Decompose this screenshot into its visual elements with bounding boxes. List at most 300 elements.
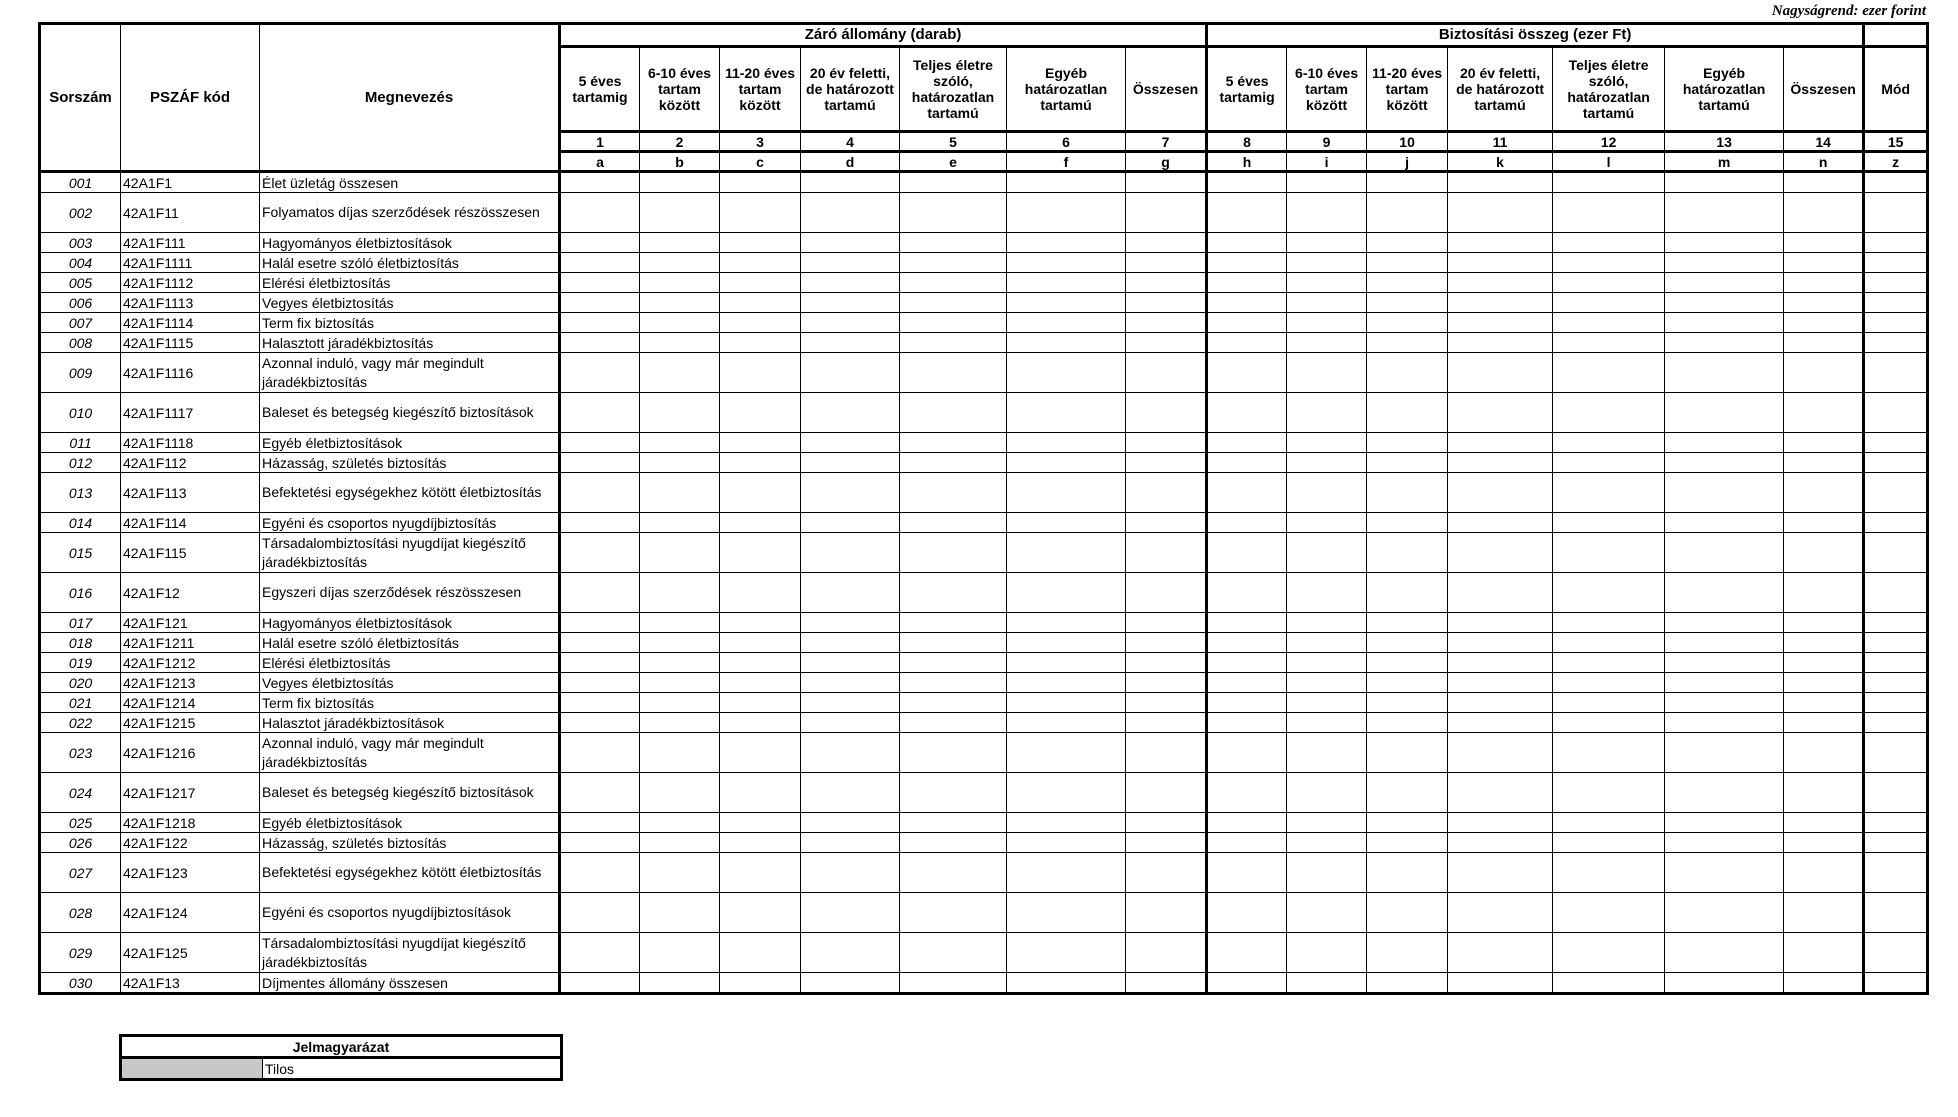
data-cell[interactable] — [1864, 933, 1928, 973]
data-cell[interactable] — [1784, 653, 1864, 673]
data-cell[interactable] — [560, 253, 640, 273]
data-cell[interactable] — [560, 273, 640, 293]
data-cell[interactable] — [801, 653, 900, 673]
data-cell[interactable] — [720, 273, 801, 293]
data-cell[interactable] — [560, 573, 640, 613]
data-cell[interactable] — [1287, 673, 1367, 693]
data-cell[interactable] — [900, 233, 1007, 253]
data-cell[interactable] — [560, 333, 640, 353]
data-cell[interactable] — [900, 253, 1007, 273]
data-cell[interactable] — [801, 853, 900, 893]
data-cell[interactable] — [640, 893, 720, 933]
data-cell[interactable] — [1784, 773, 1864, 813]
data-cell[interactable] — [1665, 713, 1784, 733]
data-cell[interactable] — [1287, 433, 1367, 453]
data-cell[interactable] — [560, 733, 640, 773]
data-cell[interactable] — [1448, 473, 1553, 513]
data-cell[interactable] — [1287, 233, 1367, 253]
data-cell[interactable] — [640, 613, 720, 633]
data-cell[interactable] — [1207, 633, 1287, 653]
data-cell[interactable] — [1784, 613, 1864, 633]
data-cell[interactable] — [1864, 273, 1928, 293]
data-cell[interactable] — [1665, 613, 1784, 633]
data-cell[interactable] — [1864, 513, 1928, 533]
data-cell[interactable] — [900, 172, 1007, 193]
data-cell[interactable] — [801, 293, 900, 313]
data-cell[interactable] — [1126, 533, 1207, 573]
data-cell[interactable] — [1784, 333, 1864, 353]
data-cell[interactable] — [1665, 253, 1784, 273]
data-cell[interactable] — [720, 172, 801, 193]
data-cell[interactable] — [1287, 393, 1367, 433]
data-cell[interactable] — [1367, 733, 1448, 773]
data-cell[interactable] — [801, 172, 900, 193]
data-cell[interactable] — [1287, 293, 1367, 313]
data-cell[interactable] — [1553, 773, 1665, 813]
data-cell[interactable] — [1126, 353, 1207, 393]
data-cell[interactable] — [1665, 193, 1784, 233]
data-cell[interactable] — [1553, 453, 1665, 473]
data-cell[interactable] — [900, 453, 1007, 473]
data-cell[interactable] — [1126, 273, 1207, 293]
data-cell[interactable] — [1207, 673, 1287, 693]
data-cell[interactable] — [1864, 313, 1928, 333]
data-cell[interactable] — [1864, 693, 1928, 713]
data-cell[interactable] — [720, 533, 801, 573]
data-cell[interactable] — [560, 313, 640, 333]
data-cell[interactable] — [1784, 733, 1864, 773]
data-cell[interactable] — [1665, 333, 1784, 353]
data-cell[interactable] — [1864, 293, 1928, 313]
data-cell[interactable] — [1007, 813, 1126, 833]
data-cell[interactable] — [1553, 853, 1665, 893]
data-cell[interactable] — [900, 833, 1007, 853]
data-cell[interactable] — [640, 233, 720, 253]
data-cell[interactable] — [900, 693, 1007, 713]
data-cell[interactable] — [1207, 473, 1287, 513]
data-cell[interactable] — [1367, 253, 1448, 273]
data-cell[interactable] — [1448, 393, 1553, 433]
data-cell[interactable] — [1553, 193, 1665, 233]
data-cell[interactable] — [1126, 733, 1207, 773]
data-cell[interactable] — [900, 713, 1007, 733]
data-cell[interactable] — [1864, 633, 1928, 653]
data-cell[interactable] — [560, 893, 640, 933]
data-cell[interactable] — [1367, 433, 1448, 453]
data-cell[interactable] — [560, 653, 640, 673]
data-cell[interactable] — [1448, 293, 1553, 313]
data-cell[interactable] — [640, 193, 720, 233]
data-cell[interactable] — [1126, 473, 1207, 513]
data-cell[interactable] — [1287, 813, 1367, 833]
data-cell[interactable] — [1007, 513, 1126, 533]
data-cell[interactable] — [1864, 172, 1928, 193]
data-cell[interactable] — [1367, 273, 1448, 293]
data-cell[interactable] — [1207, 353, 1287, 393]
data-cell[interactable] — [560, 293, 640, 313]
data-cell[interactable] — [560, 233, 640, 253]
data-cell[interactable] — [1007, 353, 1126, 393]
data-cell[interactable] — [1665, 733, 1784, 773]
data-cell[interactable] — [1126, 813, 1207, 833]
data-cell[interactable] — [1553, 333, 1665, 353]
data-cell[interactable] — [1864, 773, 1928, 813]
data-cell[interactable] — [1448, 973, 1553, 994]
data-cell[interactable] — [1864, 573, 1928, 613]
data-cell[interactable] — [640, 633, 720, 653]
data-cell[interactable] — [1784, 633, 1864, 653]
data-cell[interactable] — [640, 353, 720, 393]
data-cell[interactable] — [640, 833, 720, 853]
data-cell[interactable] — [1007, 313, 1126, 333]
data-cell[interactable] — [1287, 973, 1367, 994]
data-cell[interactable] — [720, 233, 801, 253]
data-cell[interactable] — [1207, 773, 1287, 813]
data-cell[interactable] — [1665, 693, 1784, 713]
data-cell[interactable] — [1367, 473, 1448, 513]
data-cell[interactable] — [1784, 273, 1864, 293]
data-cell[interactable] — [1207, 573, 1287, 613]
data-cell[interactable] — [1864, 833, 1928, 853]
data-cell[interactable] — [1448, 172, 1553, 193]
data-cell[interactable] — [900, 273, 1007, 293]
data-cell[interactable] — [1007, 193, 1126, 233]
data-cell[interactable] — [1126, 613, 1207, 633]
data-cell[interactable] — [640, 973, 720, 994]
data-cell[interactable] — [1207, 533, 1287, 573]
data-cell[interactable] — [1784, 233, 1864, 253]
data-cell[interactable] — [1448, 693, 1553, 713]
data-cell[interactable] — [1207, 813, 1287, 833]
data-cell[interactable] — [1287, 513, 1367, 533]
data-cell[interactable] — [1448, 893, 1553, 933]
data-cell[interactable] — [1864, 613, 1928, 633]
data-cell[interactable] — [801, 473, 900, 513]
data-cell[interactable] — [900, 433, 1007, 453]
data-cell[interactable] — [1448, 933, 1553, 973]
data-cell[interactable] — [640, 253, 720, 273]
data-cell[interactable] — [1367, 713, 1448, 733]
data-cell[interactable] — [1553, 393, 1665, 433]
data-cell[interactable] — [1287, 273, 1367, 293]
data-cell[interactable] — [801, 833, 900, 853]
data-cell[interactable] — [1207, 933, 1287, 973]
data-cell[interactable] — [640, 513, 720, 533]
data-cell[interactable] — [1207, 333, 1287, 353]
data-cell[interactable] — [1007, 172, 1126, 193]
data-cell[interactable] — [1553, 253, 1665, 273]
data-cell[interactable] — [1665, 433, 1784, 453]
data-cell[interactable] — [1665, 172, 1784, 193]
data-cell[interactable] — [1665, 933, 1784, 973]
data-cell[interactable] — [1448, 433, 1553, 453]
data-cell[interactable] — [801, 313, 900, 333]
data-cell[interactable] — [1007, 853, 1126, 893]
data-cell[interactable] — [640, 433, 720, 453]
data-cell[interactable] — [900, 813, 1007, 833]
data-cell[interactable] — [801, 613, 900, 633]
data-cell[interactable] — [640, 293, 720, 313]
data-cell[interactable] — [1287, 473, 1367, 513]
data-cell[interactable] — [1126, 973, 1207, 994]
data-cell[interactable] — [1784, 393, 1864, 433]
data-cell[interactable] — [1784, 853, 1864, 893]
data-cell[interactable] — [1784, 513, 1864, 533]
data-cell[interactable] — [1665, 853, 1784, 893]
data-cell[interactable] — [1864, 733, 1928, 773]
data-cell[interactable] — [801, 353, 900, 393]
data-cell[interactable] — [801, 693, 900, 713]
data-cell[interactable] — [900, 773, 1007, 813]
data-cell[interactable] — [1784, 693, 1864, 713]
data-cell[interactable] — [720, 333, 801, 353]
data-cell[interactable] — [1367, 293, 1448, 313]
data-cell[interactable] — [1665, 813, 1784, 833]
data-cell[interactable] — [1448, 733, 1553, 773]
data-cell[interactable] — [1553, 673, 1665, 693]
data-cell[interactable] — [900, 313, 1007, 333]
data-cell[interactable] — [1007, 233, 1126, 253]
data-cell[interactable] — [1207, 172, 1287, 193]
data-cell[interactable] — [1784, 172, 1864, 193]
data-cell[interactable] — [1553, 293, 1665, 313]
data-cell[interactable] — [1007, 533, 1126, 573]
data-cell[interactable] — [1448, 273, 1553, 293]
data-cell[interactable] — [1864, 253, 1928, 273]
data-cell[interactable] — [1367, 813, 1448, 833]
data-cell[interactable] — [900, 973, 1007, 994]
data-cell[interactable] — [1553, 273, 1665, 293]
data-cell[interactable] — [1864, 473, 1928, 513]
data-cell[interactable] — [1784, 473, 1864, 513]
data-cell[interactable] — [900, 393, 1007, 433]
data-cell[interactable] — [1665, 293, 1784, 313]
data-cell[interactable] — [720, 393, 801, 433]
data-cell[interactable] — [1007, 633, 1126, 653]
data-cell[interactable] — [1007, 713, 1126, 733]
data-cell[interactable] — [1367, 513, 1448, 533]
data-cell[interactable] — [1448, 333, 1553, 353]
data-cell[interactable] — [1126, 833, 1207, 853]
data-cell[interactable] — [1553, 233, 1665, 253]
data-cell[interactable] — [1126, 673, 1207, 693]
data-cell[interactable] — [640, 333, 720, 353]
data-cell[interactable] — [1126, 513, 1207, 533]
data-cell[interactable] — [1207, 393, 1287, 433]
data-cell[interactable] — [1553, 813, 1665, 833]
data-cell[interactable] — [1126, 853, 1207, 893]
data-cell[interactable] — [560, 673, 640, 693]
data-cell[interactable] — [801, 813, 900, 833]
data-cell[interactable] — [1287, 933, 1367, 973]
data-cell[interactable] — [1207, 513, 1287, 533]
data-cell[interactable] — [1287, 313, 1367, 333]
data-cell[interactable] — [1207, 893, 1287, 933]
data-cell[interactable] — [720, 513, 801, 533]
data-cell[interactable] — [1007, 693, 1126, 713]
data-cell[interactable] — [1367, 193, 1448, 233]
data-cell[interactable] — [560, 933, 640, 973]
data-cell[interactable] — [1665, 673, 1784, 693]
data-cell[interactable] — [720, 813, 801, 833]
data-cell[interactable] — [720, 733, 801, 773]
data-cell[interactable] — [1007, 773, 1126, 813]
data-cell[interactable] — [1007, 573, 1126, 613]
data-cell[interactable] — [1367, 333, 1448, 353]
data-cell[interactable] — [1864, 193, 1928, 233]
data-cell[interactable] — [1553, 433, 1665, 453]
data-cell[interactable] — [1207, 833, 1287, 853]
data-cell[interactable] — [640, 773, 720, 813]
data-cell[interactable] — [720, 893, 801, 933]
data-cell[interactable] — [640, 673, 720, 693]
data-cell[interactable] — [801, 453, 900, 473]
data-cell[interactable] — [1287, 733, 1367, 773]
data-cell[interactable] — [1784, 293, 1864, 313]
data-cell[interactable] — [720, 833, 801, 853]
data-cell[interactable] — [900, 333, 1007, 353]
data-cell[interactable] — [720, 573, 801, 613]
data-cell[interactable] — [1553, 473, 1665, 513]
data-cell[interactable] — [900, 573, 1007, 613]
data-cell[interactable] — [1553, 653, 1665, 673]
data-cell[interactable] — [1367, 693, 1448, 713]
data-cell[interactable] — [1864, 813, 1928, 833]
data-cell[interactable] — [720, 973, 801, 994]
data-cell[interactable] — [900, 513, 1007, 533]
data-cell[interactable] — [1126, 653, 1207, 673]
data-cell[interactable] — [1007, 333, 1126, 353]
data-cell[interactable] — [640, 653, 720, 673]
data-cell[interactable] — [1367, 633, 1448, 653]
data-cell[interactable] — [1207, 733, 1287, 773]
data-cell[interactable] — [720, 613, 801, 633]
data-cell[interactable] — [1553, 353, 1665, 393]
data-cell[interactable] — [801, 893, 900, 933]
data-cell[interactable] — [1007, 613, 1126, 633]
data-cell[interactable] — [900, 733, 1007, 773]
data-cell[interactable] — [640, 573, 720, 613]
data-cell[interactable] — [1784, 533, 1864, 573]
data-cell[interactable] — [1367, 673, 1448, 693]
data-cell[interactable] — [1665, 893, 1784, 933]
data-cell[interactable] — [1665, 273, 1784, 293]
data-cell[interactable] — [1287, 833, 1367, 853]
data-cell[interactable] — [1287, 653, 1367, 673]
data-cell[interactable] — [801, 573, 900, 613]
data-cell[interactable] — [1126, 433, 1207, 453]
data-cell[interactable] — [560, 393, 640, 433]
data-cell[interactable] — [1207, 253, 1287, 273]
data-cell[interactable] — [720, 453, 801, 473]
data-cell[interactable] — [801, 533, 900, 573]
data-cell[interactable] — [1553, 533, 1665, 573]
data-cell[interactable] — [1287, 193, 1367, 233]
data-cell[interactable] — [560, 473, 640, 513]
data-cell[interactable] — [1367, 393, 1448, 433]
data-cell[interactable] — [1448, 233, 1553, 253]
data-cell[interactable] — [1665, 833, 1784, 853]
data-cell[interactable] — [1864, 353, 1928, 393]
data-cell[interactable] — [560, 613, 640, 633]
data-cell[interactable] — [900, 633, 1007, 653]
data-cell[interactable] — [1126, 893, 1207, 933]
data-cell[interactable] — [1007, 453, 1126, 473]
data-cell[interactable] — [1287, 573, 1367, 613]
data-cell[interactable] — [1126, 333, 1207, 353]
data-cell[interactable] — [1864, 393, 1928, 433]
data-cell[interactable] — [1864, 433, 1928, 453]
data-cell[interactable] — [1126, 713, 1207, 733]
data-cell[interactable] — [1665, 353, 1784, 393]
data-cell[interactable] — [1784, 573, 1864, 613]
data-cell[interactable] — [1007, 673, 1126, 693]
data-cell[interactable] — [640, 733, 720, 773]
data-cell[interactable] — [560, 713, 640, 733]
data-cell[interactable] — [1784, 433, 1864, 453]
data-cell[interactable] — [1287, 773, 1367, 813]
data-cell[interactable] — [1864, 453, 1928, 473]
data-cell[interactable] — [1007, 973, 1126, 994]
data-cell[interactable] — [1287, 613, 1367, 633]
data-cell[interactable] — [560, 833, 640, 853]
data-cell[interactable] — [560, 773, 640, 813]
data-cell[interactable] — [1007, 293, 1126, 313]
data-cell[interactable] — [1448, 673, 1553, 693]
data-cell[interactable] — [720, 633, 801, 653]
data-cell[interactable] — [1784, 253, 1864, 273]
data-cell[interactable] — [1448, 253, 1553, 273]
data-cell[interactable] — [720, 693, 801, 713]
data-cell[interactable] — [1126, 293, 1207, 313]
data-cell[interactable] — [640, 853, 720, 893]
data-cell[interactable] — [1287, 633, 1367, 653]
data-cell[interactable] — [1448, 533, 1553, 573]
data-cell[interactable] — [1665, 513, 1784, 533]
data-cell[interactable] — [640, 172, 720, 193]
data-cell[interactable] — [1007, 273, 1126, 293]
data-cell[interactable] — [1207, 273, 1287, 293]
data-cell[interactable] — [720, 353, 801, 393]
data-cell[interactable] — [900, 473, 1007, 513]
data-cell[interactable] — [1207, 653, 1287, 673]
data-cell[interactable] — [1287, 693, 1367, 713]
data-cell[interactable] — [720, 653, 801, 673]
data-cell[interactable] — [1126, 253, 1207, 273]
data-cell[interactable] — [1665, 973, 1784, 994]
data-cell[interactable] — [560, 853, 640, 893]
data-cell[interactable] — [1448, 853, 1553, 893]
data-cell[interactable] — [1367, 833, 1448, 853]
data-cell[interactable] — [1784, 833, 1864, 853]
data-cell[interactable] — [1126, 313, 1207, 333]
data-cell[interactable] — [1448, 193, 1553, 233]
data-cell[interactable] — [1367, 973, 1448, 994]
data-cell[interactable] — [801, 513, 900, 533]
data-cell[interactable] — [1665, 313, 1784, 333]
data-cell[interactable] — [801, 433, 900, 453]
data-cell[interactable] — [1007, 473, 1126, 513]
data-cell[interactable] — [1448, 573, 1553, 613]
data-cell[interactable] — [1287, 533, 1367, 573]
data-cell[interactable] — [640, 713, 720, 733]
data-cell[interactable] — [1287, 713, 1367, 733]
data-cell[interactable] — [1553, 172, 1665, 193]
data-cell[interactable] — [1126, 693, 1207, 713]
data-cell[interactable] — [1287, 453, 1367, 473]
data-cell[interactable] — [1448, 453, 1553, 473]
data-cell[interactable] — [560, 172, 640, 193]
